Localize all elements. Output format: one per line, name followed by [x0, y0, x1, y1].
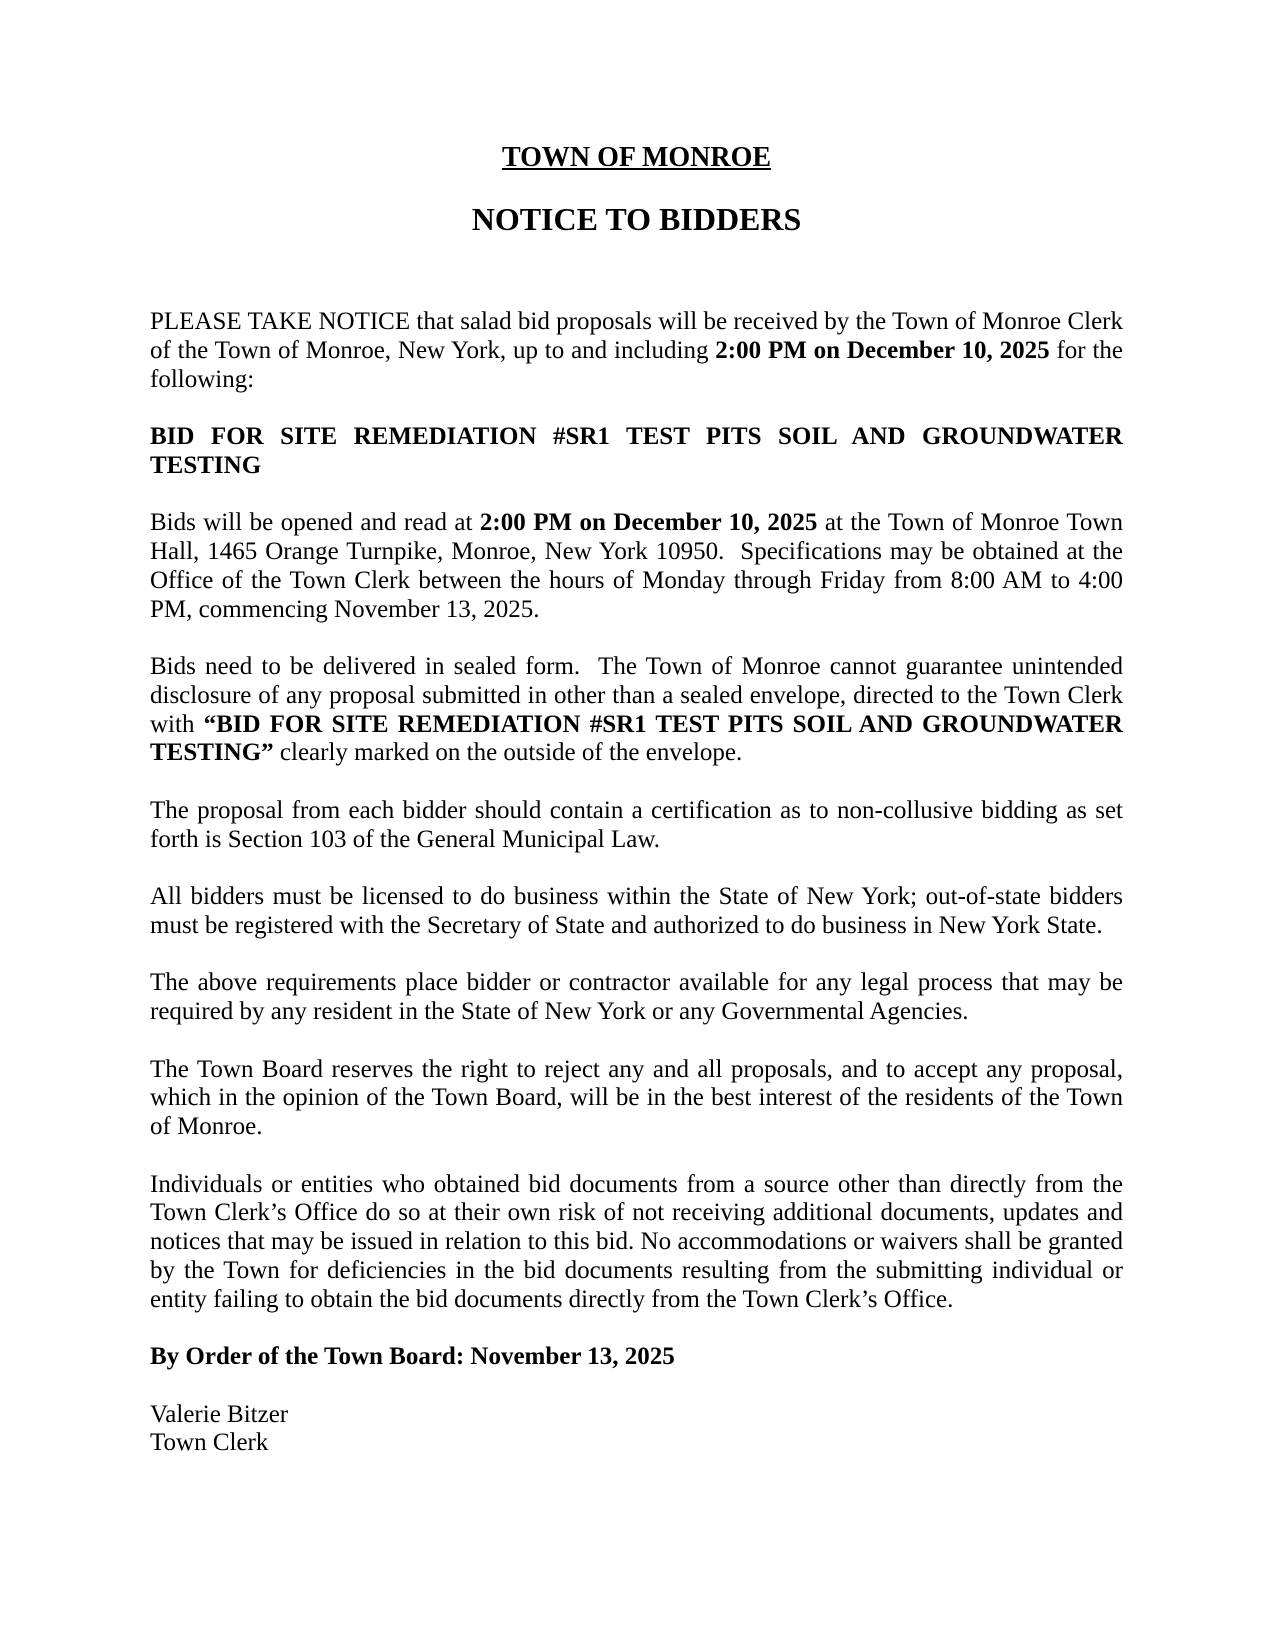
- paragraph-notice-intro: [150, 308, 1123, 394]
- paragraph-licensing: [150, 883, 1123, 941]
- signature-title: Town Clerk: [150, 1429, 269, 1457]
- paragraph-bid-title: [150, 423, 1123, 481]
- paragraph-by-order: [150, 1343, 1123, 1372]
- signature-name: Valerie Bitzer: [150, 1400, 289, 1428]
- text-run: Bids will be opened and read at: [150, 509, 480, 537]
- document-body: [150, 308, 1123, 1372]
- document-subtitle: NOTICE TO BIDDERS: [471, 201, 802, 237]
- text-run: Individuals or entities who obtained bid documents from a source other than directly from the Town Clerk’s Office do so at their own risk of not receiving additional documents, updates and notices that may be issued in relation to this bid. No accommodations or waivers shall be granted by the Town for deficiencies in the bid documents resulting from the submitting individual or entity failing to obtain the bid documents directly from the Town Clerk’s Office.: [150, 1170, 1123, 1313]
- bold-text-run: “BID FOR SITE REMEDIATION #SR1 TEST PITS SOIL AND GROUNDWATER TESTING”: [150, 710, 1123, 767]
- bold-text-run: 2:00 PM on December 10, 2025: [479, 509, 818, 537]
- paragraph-board-rights: [150, 1056, 1123, 1142]
- paragraph-certification: [150, 797, 1123, 855]
- bold-text-run: 2:00 PM on December 10, 2025: [715, 336, 1050, 364]
- paragraph-legal-process: [150, 969, 1123, 1027]
- text-run: All bidders must be licensed to do business within the State of New York; out-of-state bidders must be registered with the Secretary of State and authorized to do business in New York State.: [150, 883, 1123, 939]
- bold-text-run: BID FOR SITE REMEDIATION #SR1 TEST PITS SOIL AND GROUNDWATER TESTING: [150, 423, 1123, 479]
- signature-block: [150, 1401, 1123, 1459]
- text-run: The proposal from each bidder should contain a certification as to non-collusive bidding as set forth is Section 103 of the General Municipal Law.: [150, 796, 1123, 853]
- text-run: at the Town of Monroe Town Hall, 1465 Orange Turnpike, Monroe, New York 10950. Specifications may be obtained at the Office of the Town Clerk between the hours of Monday through Friday from 8:00 AM to 4:00 PM, commencing November 13, 2025.: [150, 509, 1123, 623]
- text-run: The Town Board reserves the right to reject any and all proposals, and to accept any proposal, which in the opinion of the Town Board, will be in the best interest of the residents of the Town of Monroe.: [150, 1055, 1123, 1140]
- paragraph-sealed-form: [150, 653, 1123, 768]
- paragraph-bid-documents-risk: [150, 1171, 1123, 1315]
- text-run: PLEASE TAKE NOTICE that salad bid proposals will be received by the Town of Monroe Clerk of the Town of Monroe, New York, up to and including: [150, 308, 1123, 364]
- text-run: The above requirements place bidder or contractor available for any legal process that may be required by any resident in the State of New York or any Governmental Agencies.: [150, 969, 1123, 1025]
- document-title: TOWN OF MONROE: [501, 142, 772, 173]
- bold-text-run: By Order of the Town Board: November 13, 2025: [150, 1343, 675, 1370]
- text-run: Bids need to be delivered in sealed form. The Town of Monroe cannot guarantee unintended disclosure of any proposal submitted in other than a sealed envelope, directed to the Town Clerk with: [150, 653, 1123, 738]
- text-run: clearly marked on the outside of the envelope.: [273, 739, 743, 767]
- text-run: for the following:: [150, 336, 1123, 393]
- paragraph-bid-opening: [150, 509, 1123, 624]
